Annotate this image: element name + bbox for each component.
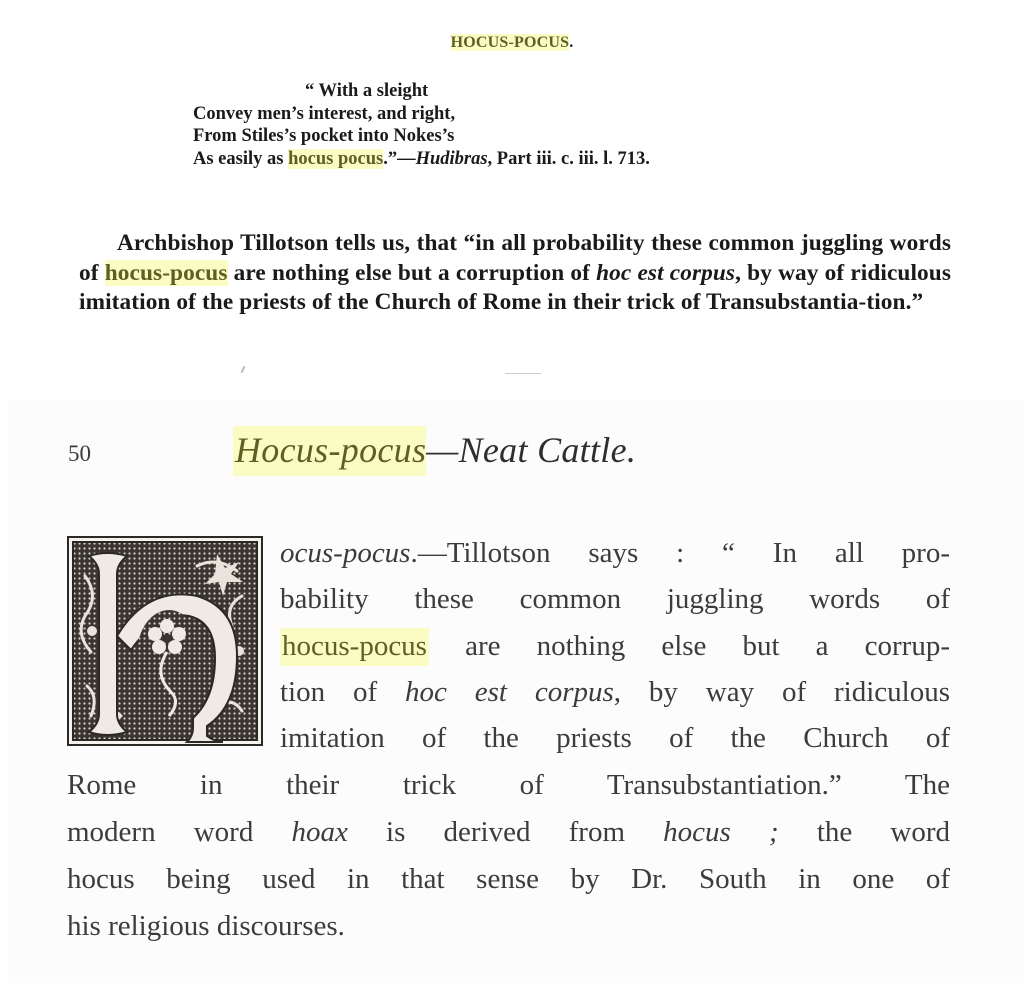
paragraph-text: Archbishop Tillotson tells us, that “in all probability these common juggling words of xyxy=(79,230,951,286)
top-excerpt xyxy=(0,0,1024,395)
body-line-8: hocus being used in that sense by Dr. South in one of xyxy=(67,863,950,895)
title-rest: —Neat Cattle. xyxy=(426,430,637,470)
source-title: Hudibras xyxy=(415,148,488,169)
body-line-9: his religious discourses. xyxy=(67,910,345,942)
verse-line-2: Convey men’s interest, and right, xyxy=(193,103,456,124)
excerpt-heading xyxy=(0,34,1024,52)
title-highlight: Hocus-pocus xyxy=(233,426,426,476)
body-line-6: Rome in their trick of Transubstantiation.” The xyxy=(67,769,950,801)
body-text: tion of xyxy=(280,676,406,708)
body-text: modern word xyxy=(67,816,292,848)
word-hocus: hocus ; xyxy=(663,816,779,848)
drop-cap-continuation: ocus-pocus xyxy=(280,537,411,569)
paragraph-text: , by way of ridiculous imitation of the priests of the Church of Rome in their trick of Transubstantia-tion.” xyxy=(79,259,952,316)
verse-text: As easily as xyxy=(193,148,289,169)
verse-line-4 xyxy=(193,148,650,171)
verse-highlight: hocus pocus xyxy=(288,148,384,169)
citation: , Part iii. c. iii. l. 713. xyxy=(487,148,650,169)
body-line-4 xyxy=(280,672,950,712)
body-text: .—Tillotson says : “ In all pro- xyxy=(410,537,950,569)
paragraph-text: are nothing else but a corruption of xyxy=(227,259,597,286)
body-line-5: imitation of the priests of the Church of xyxy=(280,722,950,754)
verse-text: .”— xyxy=(383,148,416,169)
book-page xyxy=(8,400,1024,983)
body-line-1 xyxy=(280,533,950,573)
body-line-2: bability these common juggling words of xyxy=(280,583,950,615)
paragraph-highlight: hocus-pocus xyxy=(104,259,228,286)
latin-phrase: hoc est corpus xyxy=(596,259,736,286)
running-title xyxy=(233,429,636,471)
body-line-7 xyxy=(67,812,950,852)
scan-speck xyxy=(241,366,246,373)
verse-line-1: “ With a sleight xyxy=(305,81,429,101)
scan-speck xyxy=(505,373,541,374)
verse-quote xyxy=(193,80,650,170)
body-text: are nothing else but a corrup- xyxy=(428,630,950,662)
word-hoax: hoax xyxy=(291,816,348,848)
body-text: the word xyxy=(778,816,950,848)
body-line-3 xyxy=(280,626,950,666)
excerpt-paragraph xyxy=(79,229,951,318)
ornamental-drop-cap-h xyxy=(67,536,263,746)
heading-period: . xyxy=(569,34,574,51)
latin-phrase: hoc est corpus xyxy=(405,676,614,708)
body-text: , by way of ridiculous xyxy=(613,676,950,708)
body-highlight: hocus-pocus xyxy=(280,628,429,666)
body-text: is derived from xyxy=(347,816,664,848)
verse-line-3: From Stiles’s pocket into Nokes’s xyxy=(193,126,455,146)
heading-highlight: HOCUS-POCUS xyxy=(450,34,570,51)
page-number: 50 xyxy=(68,441,91,466)
